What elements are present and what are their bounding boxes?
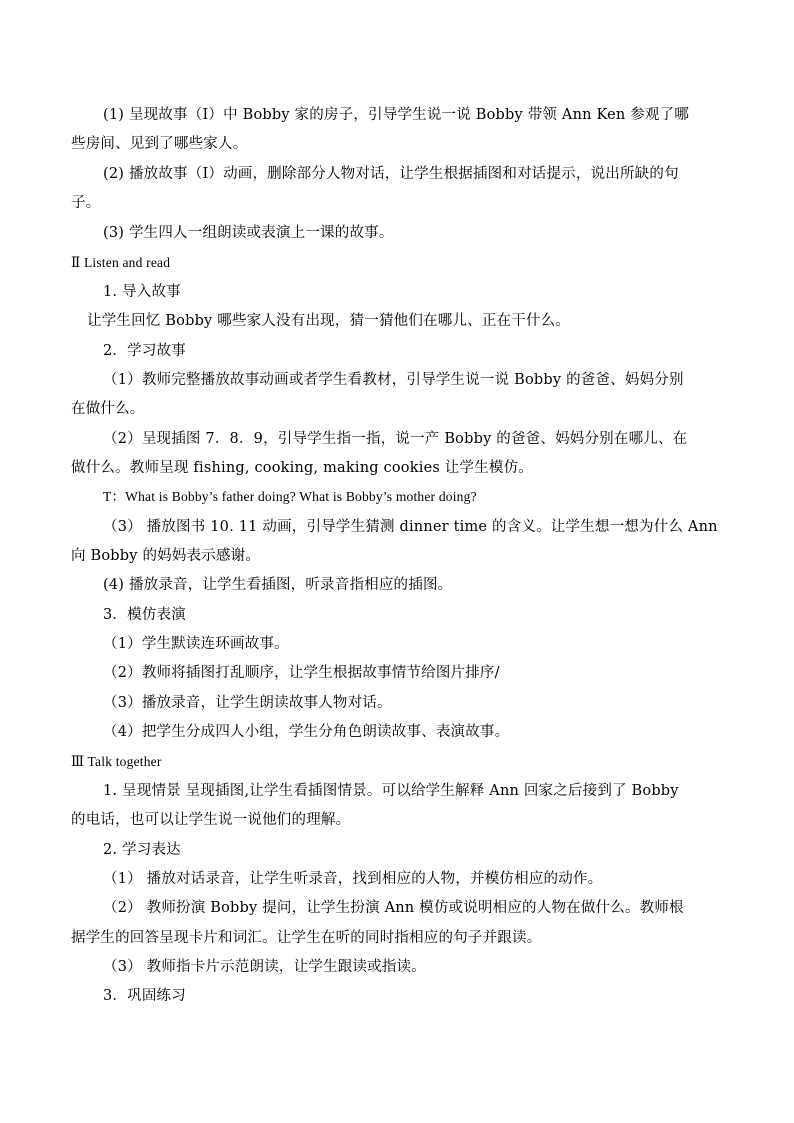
section-heading: Ⅱ Listen and read xyxy=(71,255,171,270)
text-line: （4）把学生分成四人小组，学生分角色朗读故事、表演故事。 xyxy=(103,724,510,740)
text-line: （2） 教师扮演 Bobby 提问，让学生扮演 Ann 模仿或说明相应的人物在做什么。教师根 xyxy=(103,900,684,916)
text-line: 的电话，也可以让学生说一说他们的理解。 xyxy=(71,812,351,828)
section-heading: Ⅲ Talk together xyxy=(71,754,162,769)
subsection-heading: 1. 导入故事 xyxy=(103,284,181,300)
text-line: 在做什么。 xyxy=(71,401,145,417)
subsection-heading: 2．学习故事 xyxy=(103,343,186,359)
text-line: (4) 播放录音，让学生看插图，听录音指相应的插图。 xyxy=(103,577,453,593)
text-line: (1) 呈现故事（Ⅰ）中 Bobby 家的房子，引导学生说一说 Bobby 带领 Ann Ken 参观了哪 xyxy=(103,107,690,123)
text-line: 子。 xyxy=(71,195,101,211)
text-line: 做什么。教师呈现 fishing, cooking, making cookies 让学生模仿。 xyxy=(71,460,533,476)
text-line: （3） 播放图书 10. 11 动画，引导学生猜测 dinner time 的含义。让学生想一想为什么 Ann xyxy=(103,519,718,535)
text-line: (2) 播放故事（I）动画，删除部分人物对话，让学生根据插图和对话提示，说出所缺的句 xyxy=(103,166,679,182)
text-line: （1） 播放对话录音，让学生听录音，找到相应的人物，并模仿相应的动作。 xyxy=(103,871,603,887)
dialogue-line: T：What is Bobby’s father doing? What is Bobby’s mother doing? xyxy=(103,489,477,504)
text-line: （1）教师完整播放故事动画或者学生看教材，引导学生说一说 Bobby 的爸爸、妈妈分别 xyxy=(103,372,684,388)
text-line: （1）学生默读连环画故事。 xyxy=(103,636,289,652)
subsection-heading: 3．巩固练习 xyxy=(103,988,186,1004)
text-line: （3） 教师指卡片示范朗读，让学生跟读或指读。 xyxy=(103,959,426,975)
text-line: （2）呈现插图 7．8．9，引导学生指一指，说一产 Bobby 的爸爸、妈妈分别在哪儿、在 xyxy=(103,431,688,447)
text-line: 1. 呈现情景 呈现插图,让学生看插图情景。可以给学生解释 Ann 回家之后接到了 Bobby xyxy=(103,783,679,799)
text-line: (3) 学生四人一组朗读或表演上一课的故事。 xyxy=(103,225,394,241)
text-line: 些房间、见到了哪些家人。 xyxy=(71,136,248,152)
subsection-heading: 3．模仿表演 xyxy=(103,607,186,623)
subsection-heading: 2. 学习表达 xyxy=(103,842,181,858)
text-line: （3）播放录音，让学生朗读故事人物对话。 xyxy=(103,695,392,711)
text-line: 据学生的回答呈现卡片和词汇。让学生在听的同时指相应的句子并跟读。 xyxy=(71,930,542,946)
text-line: （2）教师将插图打乱顺序，让学生根据故事情节给图片排序/ xyxy=(103,665,500,681)
text-line: 让学生回忆 Bobby 哪些家人没有出现，猜一猜他们在哪儿、正在干什么。 xyxy=(87,313,571,329)
text-line: 向 Bobby 的妈妈表示感谢。 xyxy=(71,548,261,564)
